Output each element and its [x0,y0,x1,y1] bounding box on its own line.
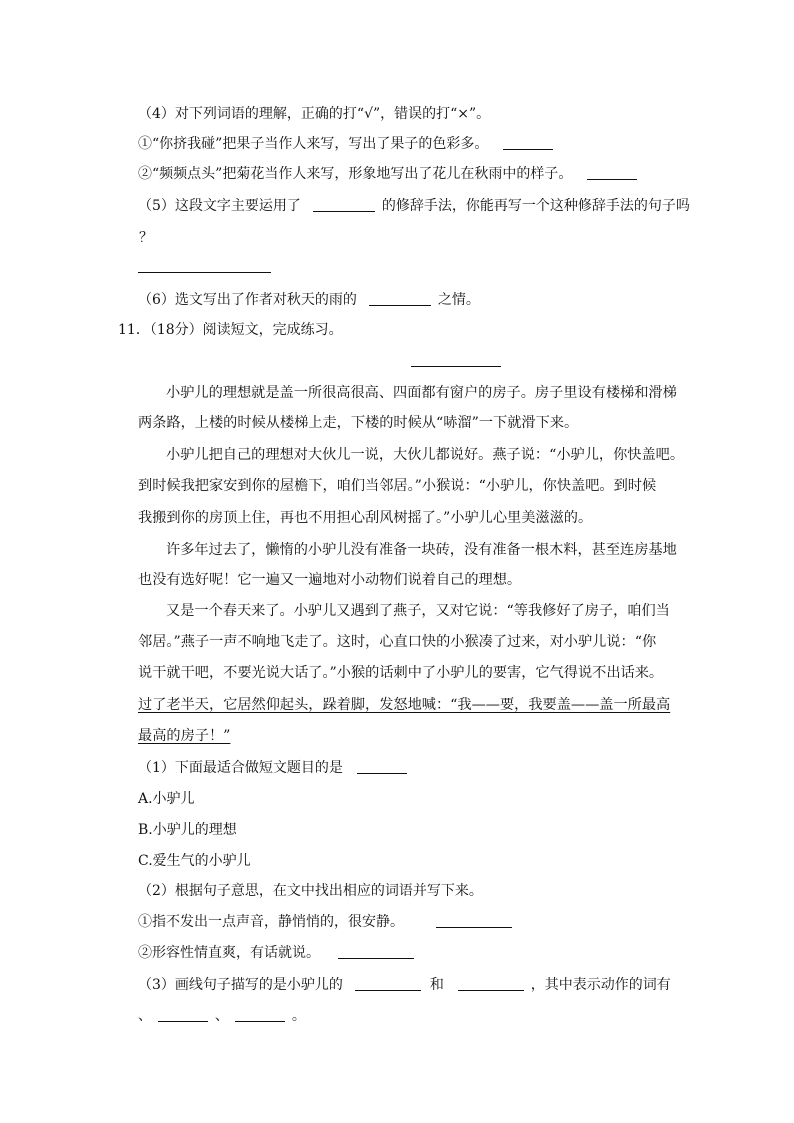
option-c[interactable]: C.爱生气的小驴儿 [138,853,251,869]
q10-part6-prompt [138,290,480,310]
passage-line: 到时候我把家安到你的屋檐下，咱们当邻居。”小猴说：“小驴儿，你快盖吧。到时候 [138,478,657,494]
item-text: ①指不发出一点声音，静悄悄的，很安静。 [138,914,404,930]
q11-part2-prompt: （2）根据句子意思，在文中找出相应的词语并写下来。 [138,883,483,899]
option-a[interactable]: A.小驴儿 [138,791,195,807]
answer-blank[interactable] [338,944,414,959]
q11-part2-item1 [138,912,512,932]
answer-blank[interactable] [587,165,637,180]
prompt-text: 。 [291,1008,306,1024]
answer-blank[interactable] [458,976,524,991]
q10-part5-prompt [138,196,690,216]
passage-line: 许多年过去了，懒惰的小驴儿没有准备一块砖，没有准备一根木料，甚至连房基地 [166,542,677,558]
passage-line: 也没有选好呢！它一遍又一遍地对小动物们说着自己的理想。 [138,572,522,588]
answer-blank[interactable] [369,291,431,306]
item-text: ②形容性情直爽，有话就说。 [138,945,320,961]
answer-blank[interactable] [313,197,375,212]
q11-part3-prompt [138,975,671,995]
prompt-text: （5）这段文字主要运用了 [138,198,301,214]
underlined-sentence-line: 最高的房子！” [138,728,231,744]
answer-blank[interactable] [436,913,512,928]
q11-part2-item2 [138,943,414,963]
passage-line: 小驴儿把自己的理想对大伙儿一说，大伙儿都说好。燕子说：“小驴儿，你快盖吧。 [166,447,685,463]
q10-part4-item2 [138,164,637,184]
passage-line: 又是一个春天来了。小驴儿又遇到了燕子，又对它说：“等我修好了房子，咱们当 [166,603,670,619]
q11-header: 11．（18分）阅读短文，完成练习。 [118,322,343,338]
prompt-text: 之情。 [437,292,480,308]
answer-blank[interactable] [235,1007,285,1022]
underlined-sentence-line: 过了老半天，它居然仰起头，跺着脚，发怒地喊：“我——要，我要盖——盖一所最高 [138,697,671,713]
answer-blank[interactable] [503,135,553,150]
passage-line: 两条路，上楼的时候从楼梯上走，下楼的时候从“哧溜”一下就滑下来。 [138,415,579,431]
prompt-text: ，其中表示动作的词有 [530,977,671,993]
item-text: ②“频频点头”把菊花当作人来写，形象地写出了花儿在秋雨中的样子。 [138,166,573,182]
answer-blank[interactable] [357,759,407,774]
passage-line: 说干就干吧，不要光说大话了。”小猴的话刺中了小驴儿的要害，它气得说不出话来。 [138,665,664,681]
prompt-text: 和 [429,977,444,993]
q11-part1-prompt [138,758,407,778]
q10-part4-item1 [138,134,553,154]
prompt-text: （6）选文写出了作者对秋天的雨的 [138,292,357,308]
prompt-text: 的修辞手法，你能再写一个这种修辞手法的句子吗 [381,198,690,214]
prompt-text: 、 [214,1008,229,1024]
passage-line: 邻居。”燕子一声不响地飞走了。这时，心直口快的小猴凑了过来，对小驴儿说：“你 [138,634,657,650]
passage-line: 小驴儿的理想就是盖一所很高很高、四面都有窗户的房子。房子里设有楼梯和滑梯 [166,385,677,401]
title-answer-line[interactable] [411,366,501,367]
answer-line[interactable] [138,272,271,273]
passage-line: 我搬到你的房顶上住，再也不用担心刮风树摇了。”小驴儿心里美滋滋的。 [138,510,593,526]
q11-part3-continued [138,1006,306,1026]
item-text: ①“你挤我碰”把果子当作人来写，写出了果子的色彩多。 [138,136,489,152]
prompt-text: （3）画线句子描写的是小驴儿的 [138,977,343,993]
answer-blank[interactable] [158,1007,208,1022]
option-b[interactable]: B.小驴儿的理想 [138,822,237,838]
prompt-text: 、 [138,1008,152,1024]
q10-part5-qmark: ？ [139,230,153,246]
q10-part4-prompt: （4）对下列词语的理解，正确的打“√”，错误的打“×”。 [138,106,491,122]
prompt-text: （1）下面最适合做短文题目的是 [138,760,343,776]
answer-blank[interactable] [355,976,421,991]
